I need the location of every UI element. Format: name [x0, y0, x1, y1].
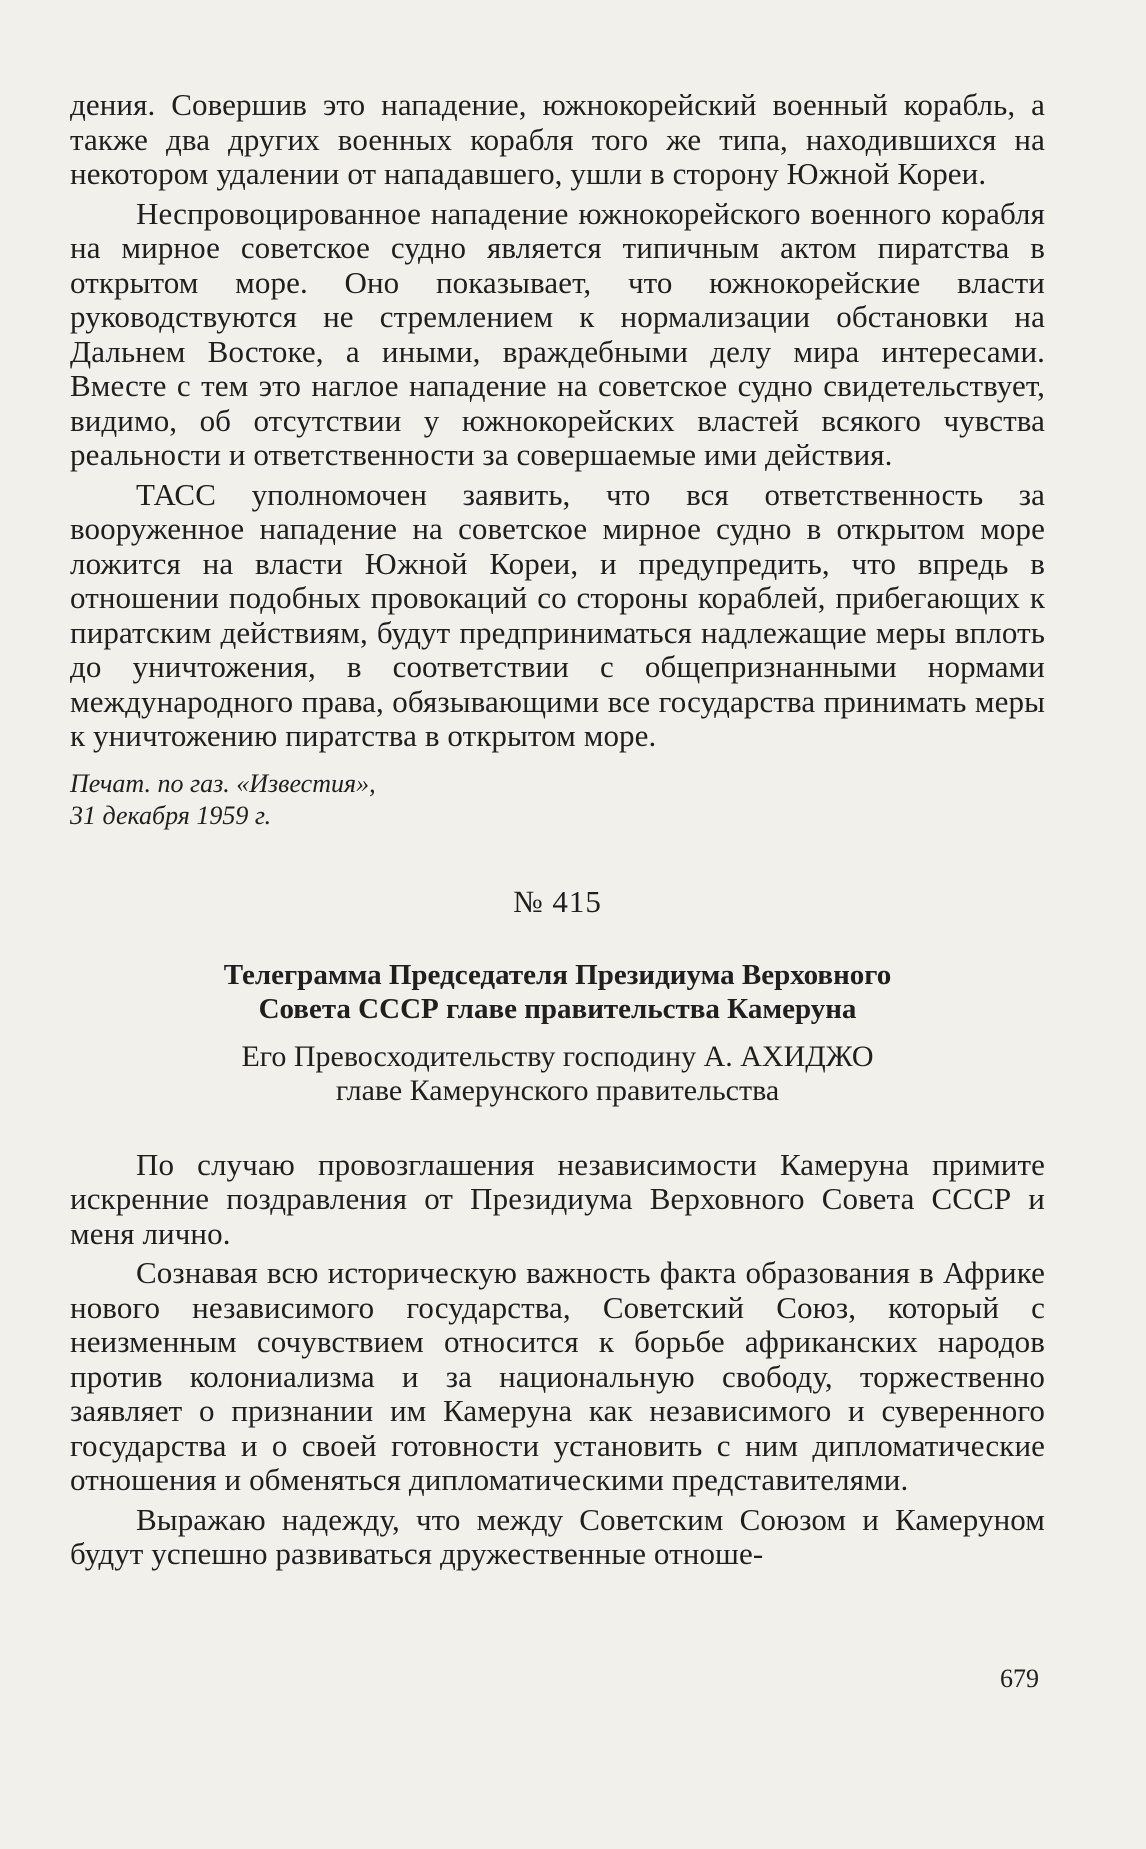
document-title — [70, 958, 1045, 1026]
paragraph: По случаю провозглашения независимости Камеруна примите искренние поздравления от Президиума Верховного Совета СССР и меня лично. — [70, 1146, 1045, 1251]
paragraph: дения. Совершив это нападение, южнокорейский военный корабль, а также два других военных корабля того же типа, находившихся на некотором удалении от нападавшего, ушли в сторону Южной Кореи. — [70, 87, 1045, 191]
title-line: Совета СССР главе правительства Камеруна — [258, 992, 857, 1025]
paragraph: Сознавая всю историческую важность факта образования в Африке нового независимого государства, Советский Союз, который с неизменным сочувствием относится к борьбе африканских народов против колониализма и за национальную свободу, торжественно заявляет о признании им Камеруна как независимого и суверенного государства и о своей готовности установить с ним дипломатические отношения и обменяться дипломатическими представителями. — [70, 1255, 1045, 1497]
addressee-line: Его Превосходительству господину А. АХИДЖО — [241, 1039, 874, 1073]
title-line: Телеграмма Председателя Президиума Верховного — [223, 958, 892, 991]
addressee — [70, 1040, 1045, 1108]
paragraph: ТАСС уполномочен заявить, что вся ответственность за вооруженное нападение на советское мирное судно в открытом море ложится на власти Южной Кореи, и предупредить, что впредь в отношении подобных провокаций со стороны кораблей, прибегающих к пиратским действиям, будут предприниматься надлежащие меры вплоть до уничтожения, в соответствии с общепризнанными нормами международного права, обязывающими все государства принимать меры к уничтожению пиратства в открытом море. — [70, 476, 1045, 753]
source-citation — [70, 768, 1045, 832]
source-date: 31 декабря 1959 г. — [70, 800, 272, 830]
paragraph: Неспровоцированное нападение южнокорейского военного корабля на мирное советское судно является типичным актом пиратства в открытом море. Оно показывает, что южнокорейские власти руководствуются не стремлением к нормализации обстановки на Дальнем Востоке, а иными, враждебными делу мира интересами. Вместе с тем это наглое нападение на советское судно свидетельствует, видимо, об отсутствии у южнокорейских властей всякого чувства реальности и ответственности за совершаемые ими действия. — [70, 195, 1045, 472]
page-content — [70, 88, 1045, 1577]
page-number: 679 — [1000, 1664, 1039, 1693]
paragraph: Выражаю надежду, что между Советским Союзом и Камеруном будут успешно развиваться дружественные отноше- — [70, 1501, 1045, 1571]
source-line: Печат. по газ. «Известия», — [70, 768, 376, 798]
document-number: № 415 — [513, 883, 602, 919]
addressee-line: главе Камерунского правительства — [335, 1073, 780, 1107]
